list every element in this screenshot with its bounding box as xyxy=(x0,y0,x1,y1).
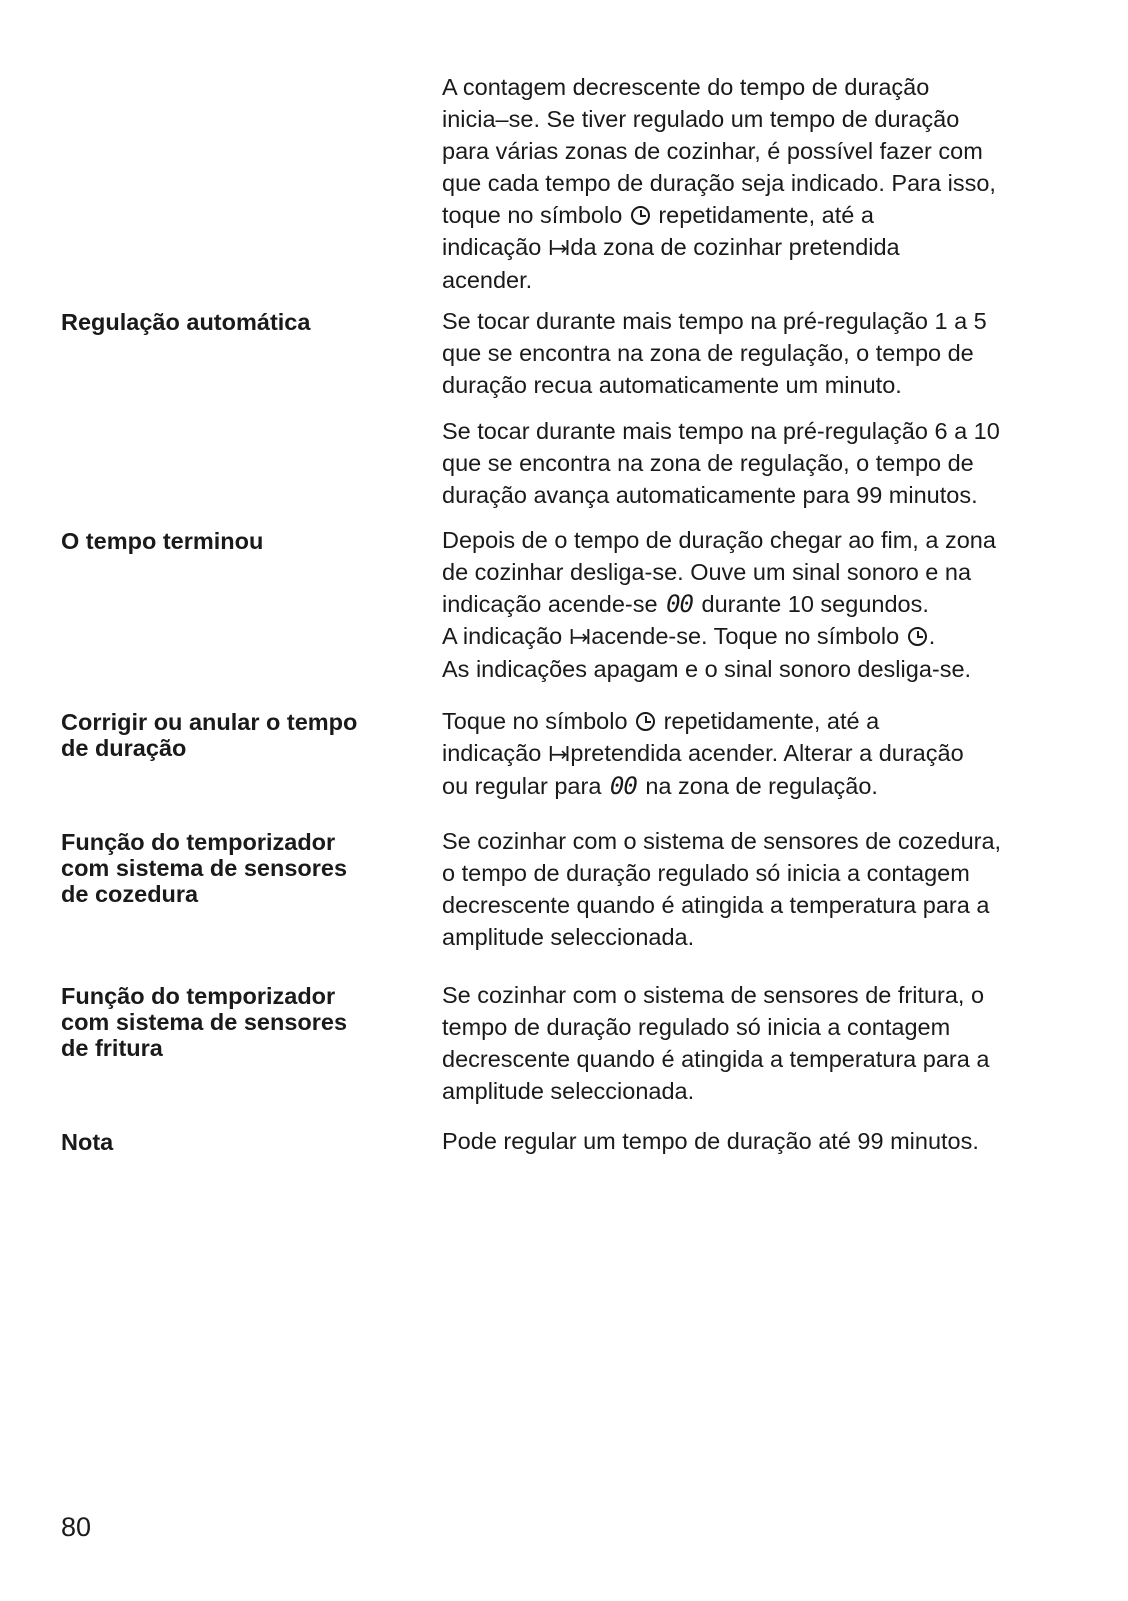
text-line: Se tocar durante mais tempo na pré-regulação 1 a 5 xyxy=(442,308,987,334)
ended-paragraph xyxy=(442,524,1082,685)
heading-line: de duração xyxy=(61,735,187,761)
text-line: o tempo de duração regulado só inicia a contagem xyxy=(442,860,970,886)
section-heading-cooking-sensor xyxy=(61,829,401,907)
section-heading-ended: O tempo terminou xyxy=(61,528,264,554)
text-line: As indicações apagam e o sinal sonoro desliga-se. xyxy=(442,656,972,682)
clock-icon xyxy=(908,627,927,646)
text-line: Se tocar durante mais tempo na pré-regulação 6 a 10 xyxy=(442,418,1000,444)
text-line: amplitude seleccionada. xyxy=(442,1078,695,1104)
section-heading-correct xyxy=(61,709,401,761)
intro-paragraph xyxy=(442,71,1082,296)
heading-line: Função do temporizador xyxy=(61,829,336,855)
heading-line: de fritura xyxy=(61,1035,163,1061)
auto-paragraph-2 xyxy=(442,415,1082,511)
clock-icon xyxy=(636,712,655,731)
heading-line: com sistema de sensores xyxy=(61,855,348,881)
text-segment: ou regular para xyxy=(442,773,602,799)
text-line xyxy=(442,737,1082,770)
text-line: para várias zonas de cozinhar, é possível fazer com xyxy=(442,138,983,164)
correct-paragraph xyxy=(442,705,1082,802)
text-segment: toque no símbolo xyxy=(442,202,623,228)
text-line: amplitude seleccionada. xyxy=(442,924,695,950)
text-segment: indicação acende-se xyxy=(442,591,658,617)
text-line: que se encontra na zona de regulação, o tempo de xyxy=(442,450,974,476)
text-line: Depois de o tempo de duração chegar ao fim, a zona xyxy=(442,527,996,553)
text-segment: . xyxy=(928,623,936,649)
text-segment: indicação xyxy=(442,234,542,260)
timer-arrow-icon: I→I xyxy=(547,742,568,766)
frying-sensor-paragraph xyxy=(442,979,1082,1107)
text-segment: Toque no símbolo xyxy=(442,708,628,734)
text-segment: repetidamente, até a xyxy=(658,202,874,228)
text-line xyxy=(442,199,1082,231)
text-segment: durante 10 segundos. xyxy=(701,591,929,617)
text-line: Se cozinhar com o sistema de sensores de cozedura, xyxy=(442,828,1002,854)
text-line xyxy=(442,705,1082,737)
display-00-icon: 00 xyxy=(666,590,693,618)
section-heading-frying-sensor xyxy=(61,983,401,1061)
text-line: decrescente quando é atingida a temperatura para a xyxy=(442,1046,990,1072)
text-line: duração recua automaticamente um minuto. xyxy=(442,372,902,398)
text-segment: A indicação xyxy=(442,623,563,649)
text-segment: na zona de regulação. xyxy=(645,773,878,799)
display-00-icon: 00 xyxy=(609,772,637,800)
heading-line: Corrigir ou anular o tempo xyxy=(61,709,358,735)
timer-arrow-icon: I→I xyxy=(547,236,568,260)
heading-line: de cozedura xyxy=(61,881,199,907)
text-segment: acende-se. Toque no símbolo xyxy=(591,623,900,649)
text-segment: pretendida acender. Alterar a duração xyxy=(570,740,964,766)
text-line: duração avança automaticamente para 99 minutos. xyxy=(442,482,978,508)
text-line: Pode regular um tempo de duração até 99 minutos. xyxy=(442,1128,979,1154)
text-line: acender. xyxy=(442,267,533,293)
heading-line: com sistema de sensores xyxy=(61,1009,348,1035)
text-line xyxy=(442,231,1082,264)
text-line: que se encontra na zona de regulação, o tempo de xyxy=(442,340,974,366)
note-paragraph xyxy=(442,1125,1082,1157)
text-segment: repetidamente, até a xyxy=(663,708,880,734)
text-line: que cada tempo de duração seja indicado. Para isso, xyxy=(442,170,996,196)
text-line xyxy=(442,770,1082,802)
text-line: decrescente quando é atingida a temperatura para a xyxy=(442,892,990,918)
section-heading-note: Nota xyxy=(61,1129,114,1155)
text-line: Se cozinhar com o sistema de sensores de fritura, o xyxy=(442,982,985,1008)
text-line: A contagem decrescente do tempo de duração xyxy=(442,74,930,100)
page-number: 80 xyxy=(61,1512,92,1542)
cooking-sensor-paragraph xyxy=(442,825,1082,953)
text-line xyxy=(442,620,1082,653)
text-line: inicia–se. Se tiver regulado um tempo de duração xyxy=(442,106,960,132)
text-segment: indicação xyxy=(442,740,542,766)
text-line: de cozinhar desliga-se. Ouve um sinal sonoro e na xyxy=(442,559,972,585)
timer-arrow-icon: I→I xyxy=(568,625,589,649)
text-line xyxy=(442,588,1082,620)
text-line: tempo de duração regulado só inicia a contagem xyxy=(442,1014,951,1040)
section-heading-auto: Regulação automática xyxy=(61,309,311,335)
text-segment: da zona de cozinhar pretendida xyxy=(570,234,900,260)
heading-line: Função do temporizador xyxy=(61,983,336,1009)
clock-icon xyxy=(631,206,650,225)
auto-paragraph-1 xyxy=(442,305,1082,401)
